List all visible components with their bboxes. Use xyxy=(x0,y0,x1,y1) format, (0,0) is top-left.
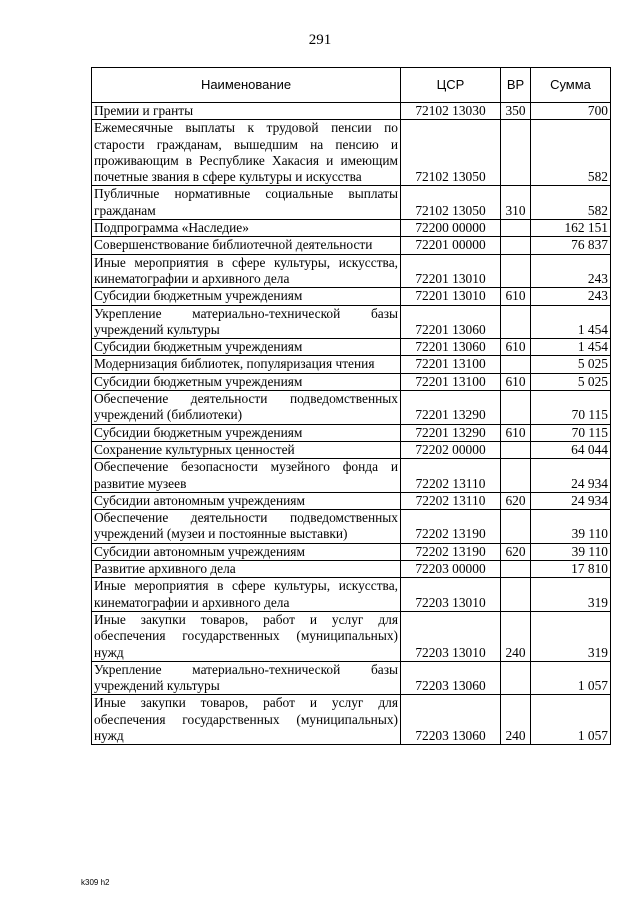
cell-vr xyxy=(501,356,531,373)
cell-sum: 24 934 xyxy=(531,492,611,509)
cell-code: 72102 13030 xyxy=(401,103,501,120)
table-row xyxy=(92,254,611,288)
cell-name: Обеспечение безопасности музейного фонда и развитие музеев xyxy=(92,459,401,493)
cell-sum: 5 025 xyxy=(531,356,611,373)
cell-vr: 240 xyxy=(501,695,531,745)
table-row xyxy=(92,424,611,441)
cell-name: Субсидии бюджетным учреждениям xyxy=(92,373,401,390)
cell-name: Подпрограмма «Наследие» xyxy=(92,220,401,237)
cell-vr xyxy=(501,578,531,612)
cell-name: Иные мероприятия в сфере культуры, искусства, кинематографии и архивного дела xyxy=(92,578,401,612)
cell-sum: 582 xyxy=(531,120,611,186)
cell-vr xyxy=(501,305,531,339)
cell-sum: 1 454 xyxy=(531,339,611,356)
table-row xyxy=(92,441,611,458)
cell-vr xyxy=(501,441,531,458)
cell-name: Укрепление материально-технической базы учреждений культуры xyxy=(92,305,401,339)
cell-name: Субсидии автономным учреждениям xyxy=(92,543,401,560)
table-row xyxy=(92,103,611,120)
header-sum: Сумма xyxy=(531,68,611,103)
table-row xyxy=(92,305,611,339)
table-header-row xyxy=(92,68,611,103)
table-row xyxy=(92,459,611,493)
cell-vr: 610 xyxy=(501,288,531,305)
cell-code: 72102 13050 xyxy=(401,186,501,220)
cell-name: Публичные нормативные социальные выплаты гражданам xyxy=(92,186,401,220)
cell-sum: 243 xyxy=(531,288,611,305)
cell-name: Обеспечение деятельности подведомственных учреждений (музеи и постоянные выставки) xyxy=(92,510,401,544)
cell-name: Субсидии бюджетным учреждениям xyxy=(92,288,401,305)
table-row xyxy=(92,611,611,661)
cell-code: 72203 13060 xyxy=(401,661,501,695)
cell-sum: 76 837 xyxy=(531,237,611,254)
cell-name: Субсидии автономным учреждениям xyxy=(92,492,401,509)
cell-name: Укрепление материально-технической базы учреждений культуры xyxy=(92,661,401,695)
table-row xyxy=(92,543,611,560)
cell-sum: 39 110 xyxy=(531,510,611,544)
cell-name: Субсидии бюджетным учреждениям xyxy=(92,424,401,441)
cell-name: Совершенствование библиотечной деятельности xyxy=(92,237,401,254)
table-body xyxy=(92,103,611,745)
cell-code: 72201 13010 xyxy=(401,254,501,288)
cell-vr xyxy=(501,661,531,695)
cell-code: 72102 13050 xyxy=(401,120,501,186)
cell-code: 72201 13100 xyxy=(401,373,501,390)
cell-code: 72201 13100 xyxy=(401,356,501,373)
cell-name: Развитие архивного дела xyxy=(92,561,401,578)
cell-sum: 1 454 xyxy=(531,305,611,339)
cell-code: 72202 13190 xyxy=(401,510,501,544)
table-row xyxy=(92,510,611,544)
cell-code: 72203 13010 xyxy=(401,611,501,661)
cell-sum: 70 115 xyxy=(531,424,611,441)
table-row xyxy=(92,120,611,186)
cell-vr: 240 xyxy=(501,611,531,661)
cell-name: Ежемесячные выплаты к трудовой пенсии по старости гражданам, вышедшим на пенсию и проживающим в Республике Хакасия и имеющим почетные звания в сфере культуры и искусства xyxy=(92,120,401,186)
cell-vr: 310 xyxy=(501,186,531,220)
cell-vr xyxy=(501,391,531,425)
cell-code: 72201 00000 xyxy=(401,237,501,254)
table-row xyxy=(92,391,611,425)
page-number: 291 xyxy=(308,32,332,48)
cell-name: Модернизация библиотек, популяризация чтения xyxy=(92,356,401,373)
budget-table xyxy=(91,67,611,745)
cell-vr: 610 xyxy=(501,424,531,441)
cell-sum: 70 115 xyxy=(531,391,611,425)
cell-code: 72200 00000 xyxy=(401,220,501,237)
table-row xyxy=(92,661,611,695)
cell-name: Иные мероприятия в сфере культуры, искусства, кинематографии и архивного дела xyxy=(92,254,401,288)
cell-name: Иные закупки товаров, работ и услуг для обеспечения государственных (муниципальных) нужд xyxy=(92,611,401,661)
cell-sum: 1 057 xyxy=(531,661,611,695)
table-row xyxy=(92,373,611,390)
cell-code: 72201 13010 xyxy=(401,288,501,305)
cell-sum: 24 934 xyxy=(531,459,611,493)
cell-code: 72202 13110 xyxy=(401,492,501,509)
cell-sum: 1 057 xyxy=(531,695,611,745)
cell-code: 72202 13110 xyxy=(401,459,501,493)
cell-vr xyxy=(501,237,531,254)
header-vr: ВР xyxy=(501,68,531,103)
table-row xyxy=(92,561,611,578)
cell-name: Сохранение культурных ценностей xyxy=(92,441,401,458)
cell-vr xyxy=(501,120,531,186)
header-name: Наименование xyxy=(92,68,401,103)
cell-name: Премии и гранты xyxy=(92,103,401,120)
header-code: ЦСР xyxy=(401,68,501,103)
table-row xyxy=(92,492,611,509)
cell-code: 72201 13290 xyxy=(401,391,501,425)
cell-sum: 162 151 xyxy=(531,220,611,237)
cell-code: 72202 00000 xyxy=(401,441,501,458)
table-row xyxy=(92,237,611,254)
table-row xyxy=(92,695,611,745)
cell-code: 72201 13060 xyxy=(401,305,501,339)
cell-sum: 582 xyxy=(531,186,611,220)
cell-vr: 620 xyxy=(501,543,531,560)
cell-vr xyxy=(501,459,531,493)
cell-sum: 64 044 xyxy=(531,441,611,458)
cell-vr: 610 xyxy=(501,339,531,356)
cell-sum: 5 025 xyxy=(531,373,611,390)
cell-code: 72203 13060 xyxy=(401,695,501,745)
cell-code: 72203 00000 xyxy=(401,561,501,578)
table-row xyxy=(92,220,611,237)
cell-code: 72201 13290 xyxy=(401,424,501,441)
cell-name: Иные закупки товаров, работ и услуг для обеспечения государственных (муниципальных) нужд xyxy=(92,695,401,745)
cell-sum: 700 xyxy=(531,103,611,120)
cell-vr xyxy=(501,510,531,544)
table-row xyxy=(92,356,611,373)
cell-vr xyxy=(501,254,531,288)
cell-code: 72203 13010 xyxy=(401,578,501,612)
cell-vr xyxy=(501,220,531,237)
cell-sum: 39 110 xyxy=(531,543,611,560)
cell-name: Субсидии бюджетным учреждениям xyxy=(92,339,401,356)
cell-code: 72202 13190 xyxy=(401,543,501,560)
cell-sum: 319 xyxy=(531,611,611,661)
cell-sum: 319 xyxy=(531,578,611,612)
cell-vr: 620 xyxy=(501,492,531,509)
table-row xyxy=(92,339,611,356)
cell-name: Обеспечение деятельности подведомственных учреждений (библиотеки) xyxy=(92,391,401,425)
cell-vr xyxy=(501,561,531,578)
table-row xyxy=(92,288,611,305)
cell-vr: 350 xyxy=(501,103,531,120)
cell-vr: 610 xyxy=(501,373,531,390)
cell-sum: 243 xyxy=(531,254,611,288)
table-row xyxy=(92,186,611,220)
footer-code: k309 h2 xyxy=(81,878,110,887)
cell-sum: 17 810 xyxy=(531,561,611,578)
cell-code: 72201 13060 xyxy=(401,339,501,356)
table-row xyxy=(92,578,611,612)
